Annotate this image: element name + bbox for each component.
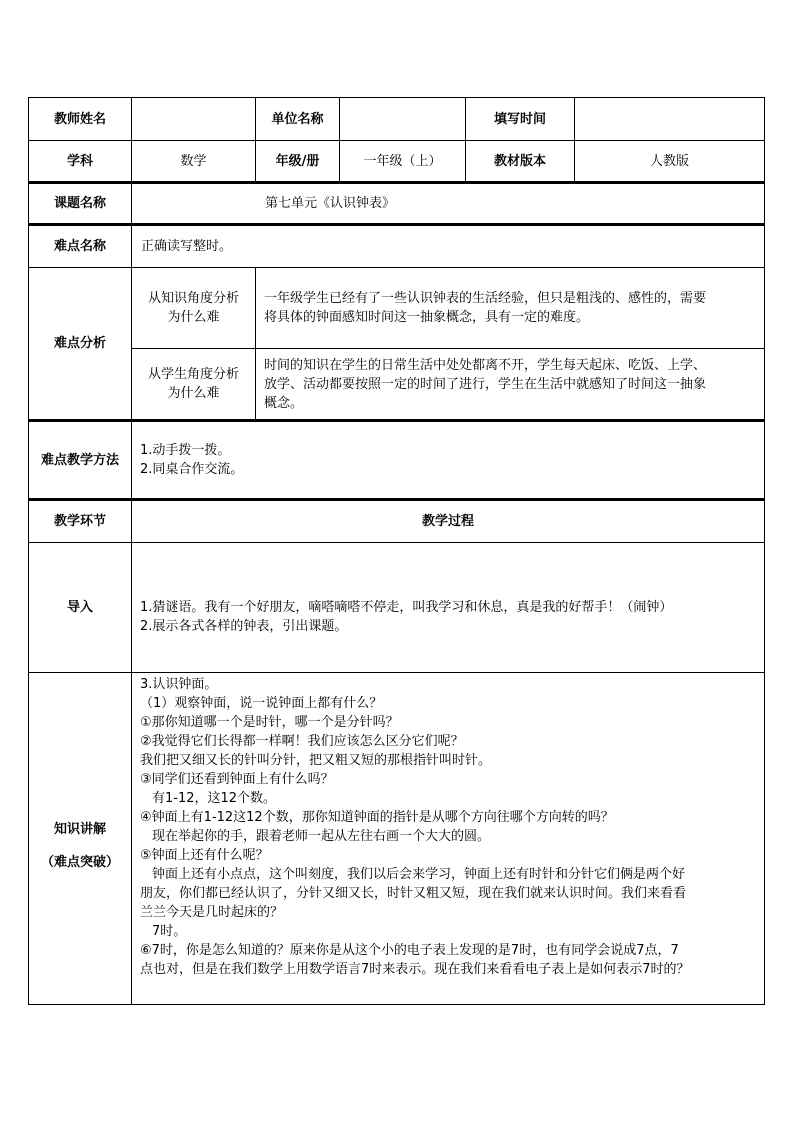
info-row-2 <box>29 141 765 183</box>
process-content-header: 教学过程 <box>132 500 765 543</box>
intro-line-1: 1.猜谜语。我有一个好朋友，嘀嗒嘀嗒不停走，叫我学习和休息，真是我的好帮手！（闹钟） <box>140 599 673 615</box>
grade-value: 一年级（上） <box>340 141 466 183</box>
knowledge-line-7: 有1-12，这12个数。 <box>152 791 277 806</box>
knowledge-text <box>132 673 765 1005</box>
knowledge-label: 知识讲解 <box>53 821 106 837</box>
knowledge-line-8: ④钟面上有1-12这12个数，那你知道钟面的指针是从哪个方向往哪个方向转的吗？ <box>140 810 614 825</box>
lesson-plan-document <box>28 97 764 1005</box>
analysis-label: 难点分析 <box>29 268 132 421</box>
intro-text <box>132 543 765 673</box>
knowledge-line-6: ③同学们还看到钟面上有什么吗？ <box>140 772 334 787</box>
knowledge-angle-label-line-1: 从知识角度分析 <box>147 291 239 306</box>
student-angle-text-line-3: 概念。 <box>264 395 304 411</box>
method-line-2: 2.同桌合作交流。 <box>140 462 244 477</box>
teacher-name-label: 教师姓名 <box>29 98 132 141</box>
topic-cell <box>132 183 765 225</box>
unit-name-value <box>340 98 466 141</box>
knowledge-angle-label-line-2: 为什么难 <box>167 310 220 325</box>
intro-row <box>29 543 765 673</box>
knowledge-line-5: 我们把又细又长的针叫分针，把又粗又短的那根指针叫时针。 <box>140 753 492 768</box>
knowledge-line-11: 钟面上还有小点点，这个叫刻度，我们以后会来学习，钟面上还有时针和分针它们俩是两个好 <box>152 867 686 882</box>
knowledge-line-16: 点也对，但是在我们数学上用数学语言7时来表示。现在我们来看看电子表上是如何表示7时的？ <box>140 962 690 977</box>
analysis-student-row <box>29 349 765 421</box>
student-angle-text-line-1: 时间的知识在学生的日常生活中处处都离不开，学生每天起床、吃饭、上学、 <box>264 357 707 373</box>
subject-label: 学科 <box>29 141 132 183</box>
knowledge-line-15: ⑥7时，你是怎么知道的？原来你是从这个小的电子表上发现的是7时，也有同学会说成7点，7 <box>140 943 679 958</box>
info-row-1 <box>29 98 765 141</box>
process-stage-header: 教学环节 <box>29 500 132 543</box>
topic-value: 第七单元《认识钟表》 <box>264 196 395 211</box>
method-text <box>132 421 765 500</box>
knowledge-line-14: 7时。 <box>152 924 187 939</box>
knowledge-angle-text <box>256 268 765 349</box>
student-angle-label <box>132 349 256 421</box>
lesson-plan-table <box>28 97 765 1005</box>
difficulty-value: 正确读写整时。 <box>132 225 765 268</box>
intro-label: 导入 <box>29 543 132 673</box>
fill-time-value <box>575 98 765 141</box>
knowledge-angle-text-line-1: 一年级学生已经有了一些认识钟表的生活经验，但只是粗浅的、感性的，需要 <box>264 291 707 306</box>
knowledge-sublabel: （难点突破） <box>40 854 119 870</box>
student-angle-label-line-2: 为什么难 <box>167 386 220 401</box>
knowledge-angle-text-line-2: 将具体的钟面感知时间这一抽象概念，具有一定的难度。 <box>264 310 590 325</box>
edition-value: 人教版 <box>575 141 765 183</box>
knowledge-angle-label <box>132 268 256 349</box>
analysis-knowledge-row <box>29 268 765 349</box>
edition-label: 教材版本 <box>466 141 575 183</box>
knowledge-line-13: 兰兰今天是几时起床的？ <box>140 905 284 920</box>
knowledge-line-9: 现在举起你的手，跟着老师一起从左往右画一个大大的圆。 <box>152 829 491 844</box>
difficulty-row <box>29 225 765 268</box>
knowledge-row <box>29 673 765 1005</box>
unit-name-label: 单位名称 <box>256 98 340 141</box>
topic-label: 课题名称 <box>29 183 132 225</box>
knowledge-line-10: ⑤钟面上还有什么呢？ <box>140 848 269 863</box>
student-angle-text-line-2: 放学、活动都要按照一定的时间了进行，学生在生活中就感知了时间这一抽象 <box>264 376 707 392</box>
knowledge-line-2: （1）观察钟面，说一说钟面上都有什么？ <box>140 696 383 711</box>
difficulty-label: 难点名称 <box>29 225 132 268</box>
knowledge-line-1: 3.认识钟面。 <box>140 677 218 692</box>
fill-time-label: 填写时间 <box>466 98 575 141</box>
teacher-name-value <box>132 98 256 141</box>
method-row <box>29 421 765 500</box>
grade-label: 年级/册 <box>256 141 340 183</box>
student-angle-label-line-1: 从学生角度分析 <box>147 367 239 382</box>
process-header-row <box>29 500 765 543</box>
subject-value: 数学 <box>132 141 256 183</box>
knowledge-line-12: 朋友，你们都已经认识了，分针又细又长，时针又粗又短，现在我们就来认识时间。我们来看看 <box>140 886 687 901</box>
topic-row <box>29 183 765 225</box>
method-label: 难点教学方法 <box>29 421 132 500</box>
student-angle-text <box>256 349 765 421</box>
knowledge-line-4: ②我觉得它们长得都一样啊！我们应该怎么区分它们呢？ <box>140 734 464 749</box>
knowledge-line-3: ①那你知道哪一个是时针，哪一个是分针吗？ <box>140 715 399 730</box>
knowledge-label-cell <box>29 673 132 1005</box>
method-line-1: 1.动手拨一拨。 <box>140 443 231 458</box>
intro-line-2: 2.展示各式各样的钟表，引出课题。 <box>140 618 348 634</box>
